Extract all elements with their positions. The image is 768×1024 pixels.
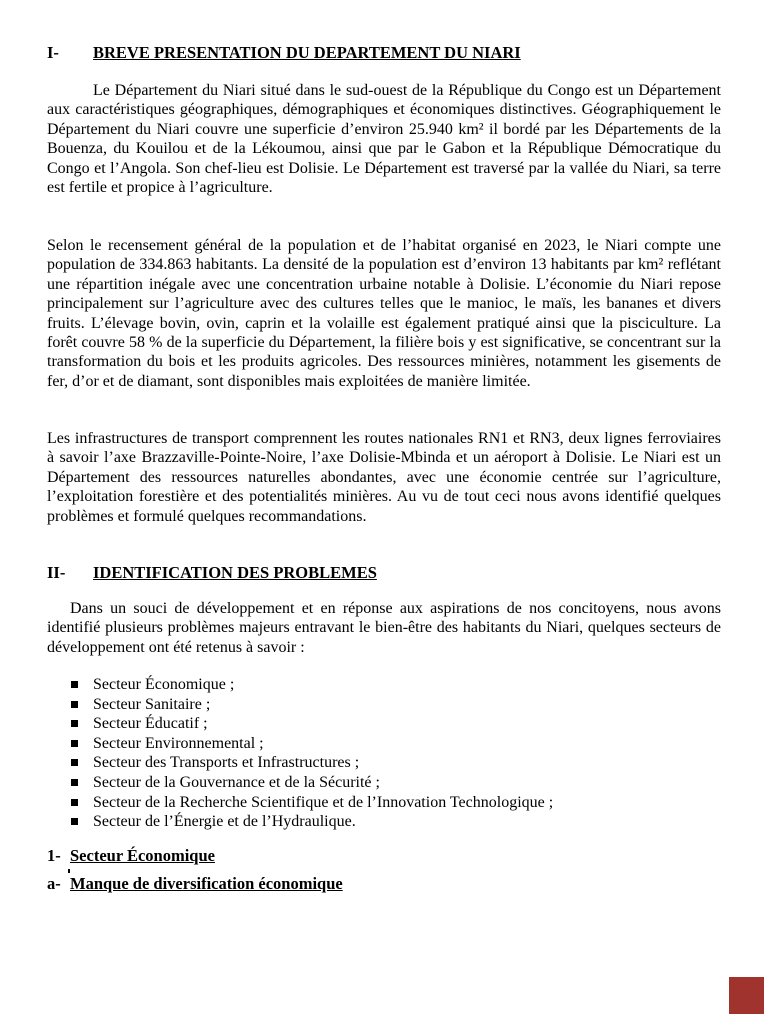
subsection-1-heading: [47, 846, 215, 865]
list-item-text: Secteur Économique ;: [93, 676, 235, 693]
subsection-a-heading: [47, 874, 343, 893]
bullet-square-icon: [71, 681, 78, 688]
list-item-text: Secteur de la Recherche Scientifique et de l’Innovation Technologique ;: [93, 793, 554, 811]
list-item: [47, 793, 553, 813]
subsection-1-number: 1-: [47, 846, 61, 865]
section-1-heading: [47, 43, 521, 62]
list-item: [47, 812, 553, 832]
section-1-number: I-: [47, 43, 59, 62]
section-2-intro: Dans un souci de développement et en réponse aux aspirations de nos concitoyens, nous avons identifié plusieurs problèmes majeurs entravant le bien-être des habitants du Niari, quelques secteurs de développement ont été retenus à savoir :: [47, 600, 721, 656]
section-1-paragraph-3: Les infrastructures de transport comprennent les routes nationales RN1 et RN3, deux lignes ferroviaires à savoir l’axe Brazzaville-Pointe-Noire, l’axe Dolisie-Mbinda et un aéroport à Dolisie. Le Niari est un Département des ressources naturelles abondantes, avec une économie centrée sur l’agriculture, l’exploitation forestière et des potentialités minières. Au vu de tout ceci nous avons identifié quelques problèmes et formulé quelques recommandations.: [47, 430, 721, 525]
section-2-number: II-: [47, 563, 66, 582]
list-item-text: Secteur de l’Énergie et de l’Hydraulique.: [93, 813, 356, 831]
bullet-square-icon: [71, 720, 78, 727]
list-item: [47, 753, 553, 773]
list-item-text: Secteur Sanitaire ;: [93, 695, 211, 713]
list-item: [47, 773, 553, 793]
section-1-paragraph-1: Le Département du Niari situé dans le sud-ouest de la République du Congo est un Département aux caractéristiques géographiques, démographiques et économiques distinctives. Géographiquement le Département du Niari couvre une superficie d’environ 25.940 km² il bordé par les Départements de la Bouenza, du Kouilou et de la Lékoumou, ainsi que par le Gabon et la République Démocratique du Congo et l’Angola. Son chef-lieu est Dolisie. Le Département est traversé par la vallée du Niari, sa terre est fertile et propice à l’agriculture.: [47, 82, 721, 197]
section-2-title: IDENTIFICATION DES PROBLEMES: [93, 563, 377, 582]
section-2-heading: [47, 563, 377, 582]
sectors-list: [47, 675, 553, 832]
bullet-square-icon: [71, 701, 78, 708]
corner-decoration-block: [729, 977, 764, 1014]
list-item-text: Secteur de la Gouvernance et de la Sécurité ;: [93, 773, 380, 791]
list-item: [47, 734, 553, 754]
list-item: [47, 675, 553, 695]
list-item-text: Secteur Éducatif ;: [93, 715, 208, 733]
list-item: [47, 695, 553, 715]
bullet-square-icon: [71, 779, 78, 786]
bullet-square-icon: [71, 799, 78, 806]
list-item-text: Secteur des Transports et Infrastructures ;: [93, 754, 360, 772]
bullet-square-icon: [71, 818, 78, 825]
section-1-title: BREVE PRESENTATION DU DEPARTEMENT DU NIARI: [93, 43, 521, 62]
subsection-a-number: a-: [47, 874, 61, 893]
stray-mark: [68, 869, 70, 873]
subsection-a-title: Manque de diversification économique: [70, 874, 343, 893]
list-item: [47, 714, 553, 734]
subsection-1-title: Secteur Économique: [70, 846, 215, 865]
list-item-text: Secteur Environnemental ;: [93, 734, 264, 752]
bullet-square-icon: [71, 759, 78, 766]
section-1-paragraph-2: Selon le recensement général de la population et de l’habitat organisé en 2023, le Niari compte une population de 334.863 habitants. La densité de la population est d’environ 13 habitants par km² reflétant une répartition inégale avec une concentration urbaine notable à Dolisie. L’économie du Niari repose principalement sur l’agriculture avec des cultures telles que le manioc, le maïs, les bananes et divers fruits. L’élevage bovin, ovin, caprin et la volaille est également pratiqué ainsi que la pisciculture. La forêt couvre 58 % de la superficie du Département, la filière bois y est significative, se concentrant sur la transformation du bois et les produits agricoles. Des ressources minières, notamment les gisements de fer, d’or et de diamant, sont disponibles mais exploitées de manière limitée.: [47, 237, 721, 390]
bullet-square-icon: [71, 740, 78, 747]
